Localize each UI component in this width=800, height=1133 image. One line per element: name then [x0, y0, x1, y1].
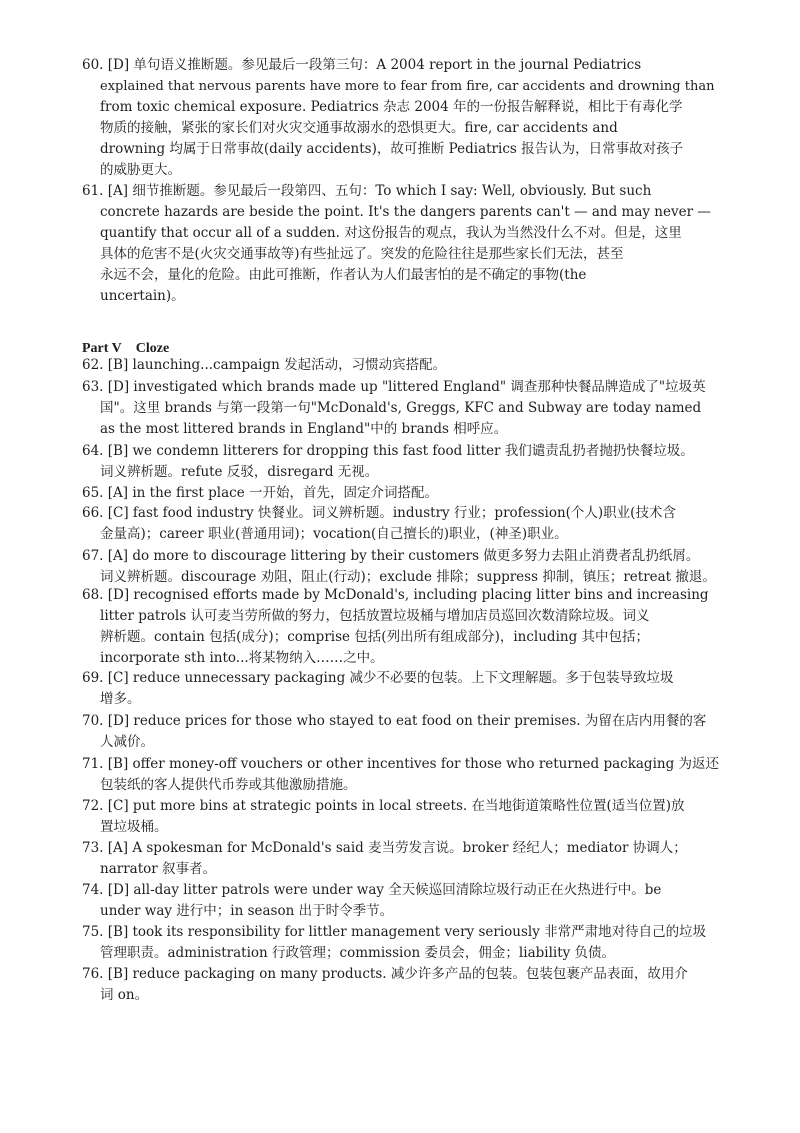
text-line: drowning 均属于日常事故(daily accidents)，故可推断 Pediatrics 报告认为，日常事故对孩子 — [100, 141, 684, 157]
text-line: 置垃圾桶。 — [100, 819, 168, 835]
text-line: 73. [A] A spokesman for McDonald's said 麦当劳发言说。broker 经纪人；mediator 协调人； — [82, 840, 687, 856]
text-line: 具体的危害不是(火灾交通事故等)有些扯远了。突发的危险往往是那些家长们无法，甚至 — [100, 246, 624, 262]
text-line: 词 on。 — [100, 987, 149, 1003]
text-line: 72. [C] put more bins at strategic points in local streets. 在当地街道策略性位置(适当位置)放 — [82, 798, 685, 814]
text-line: 60. [D] 单句语义推断题。参见最后一段第三句：A 2004 report in the journal Pediatrics — [82, 57, 642, 73]
text-line: uncertain)。 — [100, 288, 185, 304]
text-line: 人减价。 — [100, 734, 154, 750]
text-line: 管理职责。administration 行政管理；commission 委员会，佣金；liability 负债。 — [100, 945, 616, 961]
text-line: 国"。这里 brands 与第一段第一句"McDonald's, Greggs, KFC and Subway are today named — [100, 400, 702, 416]
text-line: incorporate sth into...将某物纳入……之中。 — [100, 650, 384, 666]
text-line: 的威胁更大。 — [100, 162, 181, 178]
text-line: 70. [D] reduce prices for those who stayed to eat food on their premises. 为留在店内用餐的客 — [82, 713, 707, 729]
part-number: Part V — [82, 341, 122, 356]
text-line: 71. [B] offer money-off vouchers or other incentives for those who returned packaging 为返还 — [82, 756, 720, 772]
text-line: quantify that occur all of a sudden. 对这份报告的观点，我认为当然没什么不对。但是，这里 — [100, 225, 682, 241]
part-heading — [82, 340, 169, 357]
text-line: 63. [D] investigated which brands made up "littered England" 调查那种快餐品牌造成了"垃圾英 — [82, 379, 706, 395]
text-line: narrator 叙事者。 — [100, 861, 216, 877]
text-line: under way 进行中；in season 出于时令季节。 — [100, 903, 394, 919]
text-line: 68. [D] recognised efforts made by McDonald's, including placing litter bins and increasing — [82, 587, 709, 603]
text-line: 66. [C] fast food industry 快餐业。词义辨析题。industry 行业；profession(个人)职业(技术含 — [82, 505, 676, 521]
text-line: 67. [A] do more to discourage littering by their customers 做更多努力去阻止消费者乱扔纸屑。 — [82, 548, 700, 564]
text-line: 64. [B] we condemn litterers for dropping this fast food litter 我们谴责乱扔者抛扔快餐垃圾。 — [82, 443, 694, 459]
text-line: explained that nervous parents have more to fear from fire, car accidents and drowning than — [100, 79, 715, 94]
text-line: 金量高)；career 职业(普通用词)；vocation(自己擅长的)职业，(神圣)职业。 — [100, 526, 568, 542]
text-line: 辨析题。contain 包括(成分)；comprise 包括(列出所有组成部分)，including 其中包括； — [100, 629, 650, 645]
text-line: 76. [B] reduce packaging on many products. 减少许多产品的包装。包装包裹产品表面，故用介 — [82, 966, 688, 982]
text-line: 61. [A] 细节推断题。参见最后一段第四、五句：To which I say: Well, obviously. But such — [82, 183, 652, 199]
text-line: 74. [D] all-day litter patrols were under way 全天候巡回清除垃圾行动正在火热进行中。be — [82, 882, 662, 898]
text-line: 包装纸的客人提供代币券或其他激励措施。 — [100, 777, 357, 793]
text-line: from toxic chemical exposure. Pediatrics 杂志 2004 年的一份报告解释说，相比于有毒化学 — [100, 99, 683, 115]
text-line: 62. [B] launching...campaign 发起活动，习惯动宾搭配。 — [82, 357, 447, 373]
text-line: 65. [A] in the first place 一开始，首先，固定介词搭配。 — [82, 485, 438, 501]
text-line: litter patrols 认可麦当劳所做的努力，包括放置垃圾桶与增加店员巡回次数清除垃圾。词义 — [100, 608, 650, 624]
text-line: 永远不会，量化的危险。由此可推断，作者认为人们最害怕的是不确定的事物(the — [100, 267, 587, 283]
text-line: 69. [C] reduce unnecessary packaging 减少不必要的包装。上下文理解题。多于包装导致垃圾 — [82, 670, 674, 686]
text-line: 词义辨析题。refute 反驳，disregard 无视。 — [100, 464, 379, 480]
text-line: concrete hazards are beside the point. It's the dangers parents can't — and may never — — [100, 204, 711, 220]
text-line: as the most littered brands in England"中的 brands 相呼应。 — [100, 421, 508, 437]
part-title: Cloze — [135, 341, 170, 356]
text-line: 增多。 — [100, 691, 141, 707]
text-line: 75. [B] took its responsibility for littler management very seriously 非常严肃地对待自己的垃圾 — [82, 924, 707, 940]
text-line: 词义辨析题。discourage 劝阻，阻止(行动)；exclude 排除；suppress 抑制，镇压；retreat 撤退。 — [100, 569, 716, 585]
text-line: 物质的接触，紧张的家长们对火灾交通事故溺水的恐惧更大。fire, car accidents and — [100, 120, 618, 136]
